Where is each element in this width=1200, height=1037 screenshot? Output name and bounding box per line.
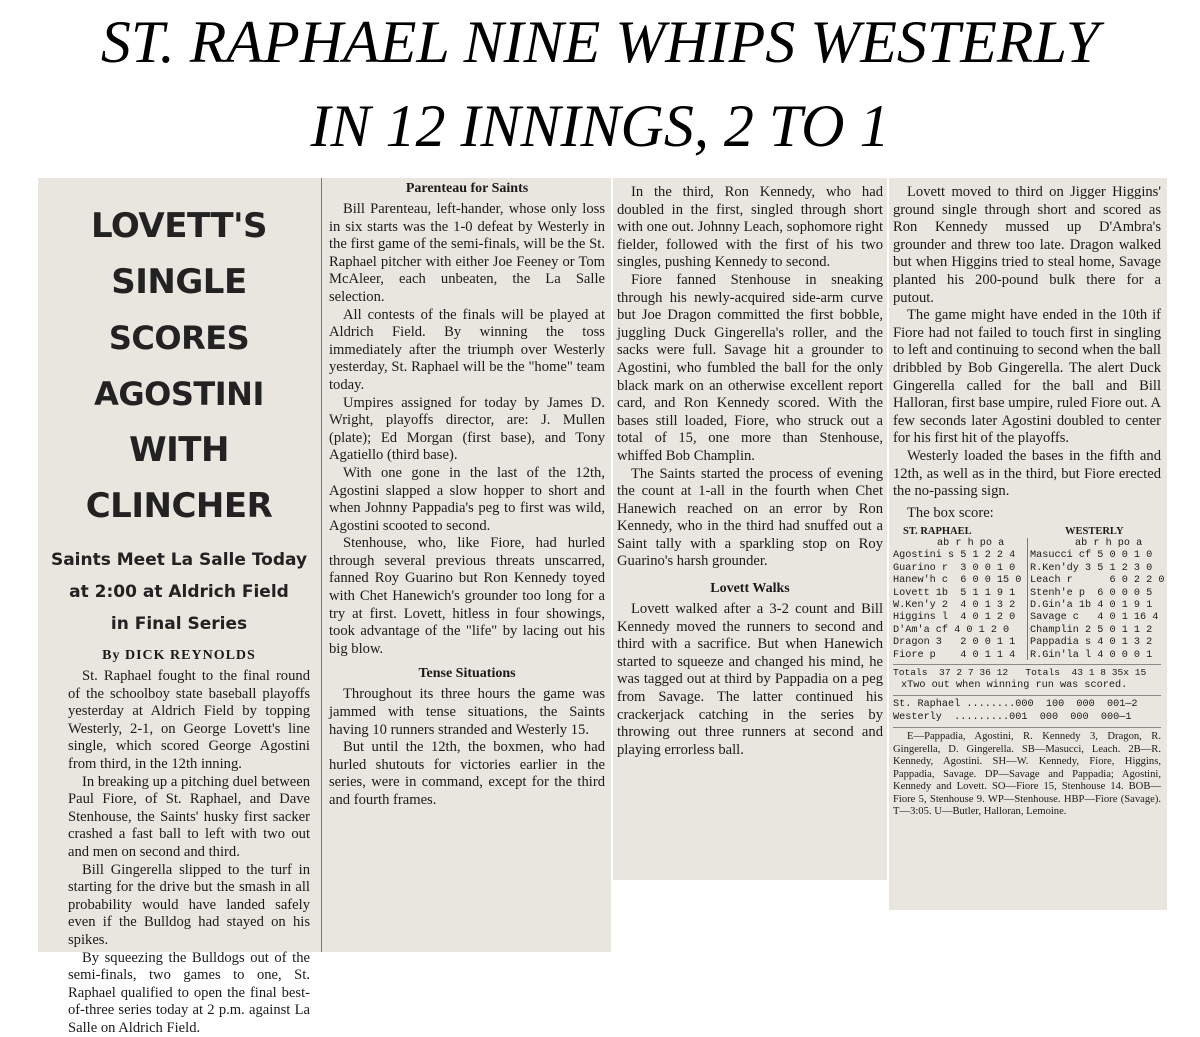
box-row: Agostini s 5 1 2 2 4 bbox=[893, 550, 1027, 562]
col2-paragraph: With one gone in the last of the 12th, Agostini slapped a slow hopper to short and when Johnny Pappadia's peg to first was wild, Agostini scooted to second. bbox=[329, 465, 605, 535]
article-headline-2: SCORES AGOSTINI bbox=[44, 310, 314, 422]
box-row: Masucci cf 5 0 0 1 0 bbox=[1030, 550, 1161, 562]
deck-line-1: Saints Meet La Salle Today bbox=[44, 544, 314, 576]
column-2 bbox=[329, 178, 605, 952]
box-row: Stenh'e p 6 0 0 0 5 bbox=[1030, 588, 1161, 600]
box-rows-left bbox=[893, 550, 1027, 662]
box-row: Guarino r 3 0 0 1 0 bbox=[893, 563, 1027, 575]
headline-line-2: IN 12 INNINGS, 2 TO 1 bbox=[0, 94, 1200, 158]
line-score-st-raphael: St. Raphael ........000 100 000 001—2 bbox=[893, 699, 1161, 711]
box-row: D'Am'a cf 4 0 1 2 0 bbox=[893, 625, 1027, 637]
box-columns-left: ab r h po a bbox=[937, 538, 1004, 550]
box-row: Higgins l 4 0 1 2 0 bbox=[893, 612, 1027, 624]
col4-paragraph: The game might have ended in the 10th if Fiore had not failed to touch first in singling to left and continuing to second when the ball dribbled by Bob Gingerella. The alert Duck Gingerella called for the ball and Bill Halloran, first base umpire, ruled Fiore out. A few seconds later Agostini doubled to center for his first hit of the playoffs. bbox=[893, 307, 1161, 448]
box-row: R.Ken'dy 3 5 1 2 3 0 bbox=[1030, 563, 1161, 575]
box-row: Fiore p 4 0 1 1 4 bbox=[893, 650, 1027, 662]
col2-paragraph: Throughout its three hours the game was jammed with tense situations, the Saints having 10 runners stranded and Westerly 15. bbox=[329, 686, 605, 739]
col3-paragraph: In the third, Ron Kennedy, who had doubled in the first, singled through short with one out. Johnny Leach, sophomore right fielder, followed with the first of his two singles, pushing Kennedy to second. bbox=[617, 184, 883, 272]
box-row: Lovett 1b 5 1 1 9 1 bbox=[893, 588, 1027, 600]
column-1 bbox=[44, 178, 314, 952]
column-3 bbox=[617, 178, 883, 880]
article-headline-3: WITH CLINCHER bbox=[44, 422, 314, 534]
col2-paragraph: Stenhouse, who, like Fiore, had hurled through several previous threats unscarred, fanned Roy Guarino but Ron Kennedy toyed with Chet Hanewich's grounder too long for a try at first. Lovett, hitless in four showings, took advantage of the "life" by lacing out his big blow. bbox=[329, 535, 605, 658]
col2-paragraph: But until the 12th, the boxmen, who had hurled shutouts for victories earlier in the series, were in command, except for the third and fourth frames. bbox=[329, 739, 605, 809]
deck-line-3: in Final Series bbox=[44, 608, 314, 640]
deck-line-2: at 2:00 at Aldrich Field bbox=[44, 576, 314, 608]
box-row: Pappadia s 4 0 1 3 2 bbox=[1030, 637, 1161, 649]
subhead-parenteau: Parenteau for Saints bbox=[329, 179, 605, 198]
col1-paragraph: St. Raphael fought to the final round of the schoolboy state baseball playoffs yesterday at Aldrich Field by topping Westerly, 2-1, on George Lovett's line single, which scored George Agostini from third, in the 12th inning. bbox=[68, 668, 310, 774]
column-divider bbox=[321, 178, 322, 952]
col2-paragraph: All contests of the finals will be played at Aldrich Field. By winning the toss immediately after the triumph over Westerly yesterday, St. Raphael will be the "home" team today. bbox=[329, 307, 605, 395]
box-row: D.Gin'a 1b 4 0 1 9 1 bbox=[1030, 600, 1161, 612]
box-row: Dragon 3 2 0 0 1 1 bbox=[893, 637, 1027, 649]
newspaper-clipping-right bbox=[889, 178, 1167, 910]
box-summary: E—Pappadia, Agostini, R. Kennedy 3, Dragon, R. Gingerella, D. Gingerella. SB—Masucci, Leach. 2B—R. Kennedy, Agostini. SH—W. Kennedy, Fiore, Higgins, Pappadia, Savage. DP—Savage and Pappadia; Agostini, Kennedy and Lovett. SO—Fiore 15, Stenhouse 14. BOB—Fiore 5, Stenhouse 9. WP—Stenhouse. HBP—Fiore (Savage). T—3:05. U—Butler, Halloran, Lemoine. bbox=[893, 731, 1161, 819]
box-team-right: WESTERLY bbox=[1065, 526, 1124, 537]
col3-paragraph: The Saints started the process of evening the count at 1-all in the fourth when Chet Hanewich reached on an error by Ron Kennedy, who in the third had snuffed out a Saint tally with a sparkling stop on Roy Guarino's harsh grounder. bbox=[617, 466, 883, 572]
col2-paragraph: Bill Parenteau, left-hander, whose only loss in six starts was the 1-0 defeat by Westerly in the first game of the semi-finals, will be the St. Raphael pitcher with either Joe Feeney or Tom McAleer, each unbeaten, the La Salle selection. bbox=[329, 201, 605, 307]
box-row: Champlin 2 5 0 1 1 2 bbox=[1030, 625, 1161, 637]
box-row: Leach r 6 0 2 2 0 bbox=[1030, 575, 1161, 587]
box-score-table bbox=[893, 526, 1161, 662]
box-divider bbox=[1027, 538, 1028, 660]
col1-paragraph: In breaking up a pitching duel between Paul Fiore, of St. Raphael, and Dave Stenhouse, the Saints' husky first sacker crashed a fast ball to left with two out and men on second and third. bbox=[68, 774, 310, 862]
box-row: W.Ken'y 2 4 0 1 3 2 bbox=[893, 600, 1027, 612]
byline: By DICK REYNOLDS bbox=[44, 648, 314, 664]
box-totals: Totals 37 2 7 36 12 Totals 43 1 8 35x 15 bbox=[893, 667, 1161, 679]
col3-paragraph: Lovett walked after a 3-2 count and Bill Kennedy moved the runners to second and third with a sacrifice. But when Hanewich started to squeeze and changed his mind, he was tagged out at third by Pappadia on a peg from Savage. The latter continued his crackerjack catching in the series by throwing out three runners at second and playing errorless ball. bbox=[617, 601, 883, 759]
headline-line-1: ST. RAPHAEL NINE WHIPS WESTERLY bbox=[0, 10, 1200, 74]
line-score-westerly: Westerly .........001 000 000 000—1 bbox=[893, 712, 1161, 724]
col4-paragraph: Lovett moved to third on Jigger Higgins' ground single through short and scored as Ron Kennedy mussed up D'Ambra's grounder and threw too late. Dragon walked but when Higgins tried to steal home, Savage planted his 200-pound bulk there for a putout. bbox=[893, 184, 1161, 307]
box-row: Hanew'h c 6 0 0 15 0 bbox=[893, 575, 1027, 587]
column-4 bbox=[893, 178, 1161, 910]
box-row: R.Gin'la l 4 0 0 0 1 bbox=[1030, 650, 1161, 662]
newspaper-clipping-middle bbox=[613, 178, 887, 880]
col1-paragraph: By squeezing the Bulldogs out of the semi-finals, two games to one, St. Raphael qualified to open the final best-of-three series today at 2 p.m. against La Salle on Aldrich Field. bbox=[68, 950, 310, 1037]
box-row: Savage c 4 0 1 16 4 bbox=[1030, 612, 1161, 624]
subhead-lovett-walks: Lovett Walks bbox=[617, 579, 883, 598]
article-headline-1: LOVETT'S SINGLE bbox=[44, 198, 314, 310]
box-note: xTwo out when winning run was scored. bbox=[893, 680, 1161, 692]
col3-paragraph: Fiore fanned Stenhouse in sneaking through his newly-acquired side-arm curve but Joe Dragon committed the first bobble, juggling Duck Gingerella's roller, and the sacks were full. Savage hit a grounder to Agostini, who fumbled the ball for the only black mark on an otherwise excellent report card, and Ron Kennedy scored. With the bases still loaded, Fiore, who struck out a total of 15, one more than Stenhouse, whiffed Bob Champlin. bbox=[617, 272, 883, 466]
box-team-left: ST. RAPHAEL bbox=[903, 526, 972, 537]
box-columns-right: ab r h po a bbox=[1075, 538, 1142, 550]
col4-paragraph: Westerly loaded the bases in the fifth and 12th, as well as in the third, but Fiore erected the no-passing sign. bbox=[893, 448, 1161, 501]
col1-paragraph: Bill Gingerella slipped to the turf in starting for the drive but the smash in all probability would have landed safely even if the Bulldog had stayed on his spikes. bbox=[68, 862, 310, 950]
subhead-tense-situations: Tense Situations bbox=[329, 664, 605, 683]
box-rows-right bbox=[1030, 550, 1161, 662]
box-score-intro: The box score: bbox=[893, 505, 1161, 523]
newspaper-clipping-left bbox=[38, 178, 611, 952]
col2-paragraph: Umpires assigned for today by James D. Wright, playoffs director, are: J. Mullen (plate); Ed Morgan (first base), and Tony Agatiello (third base). bbox=[329, 395, 605, 465]
